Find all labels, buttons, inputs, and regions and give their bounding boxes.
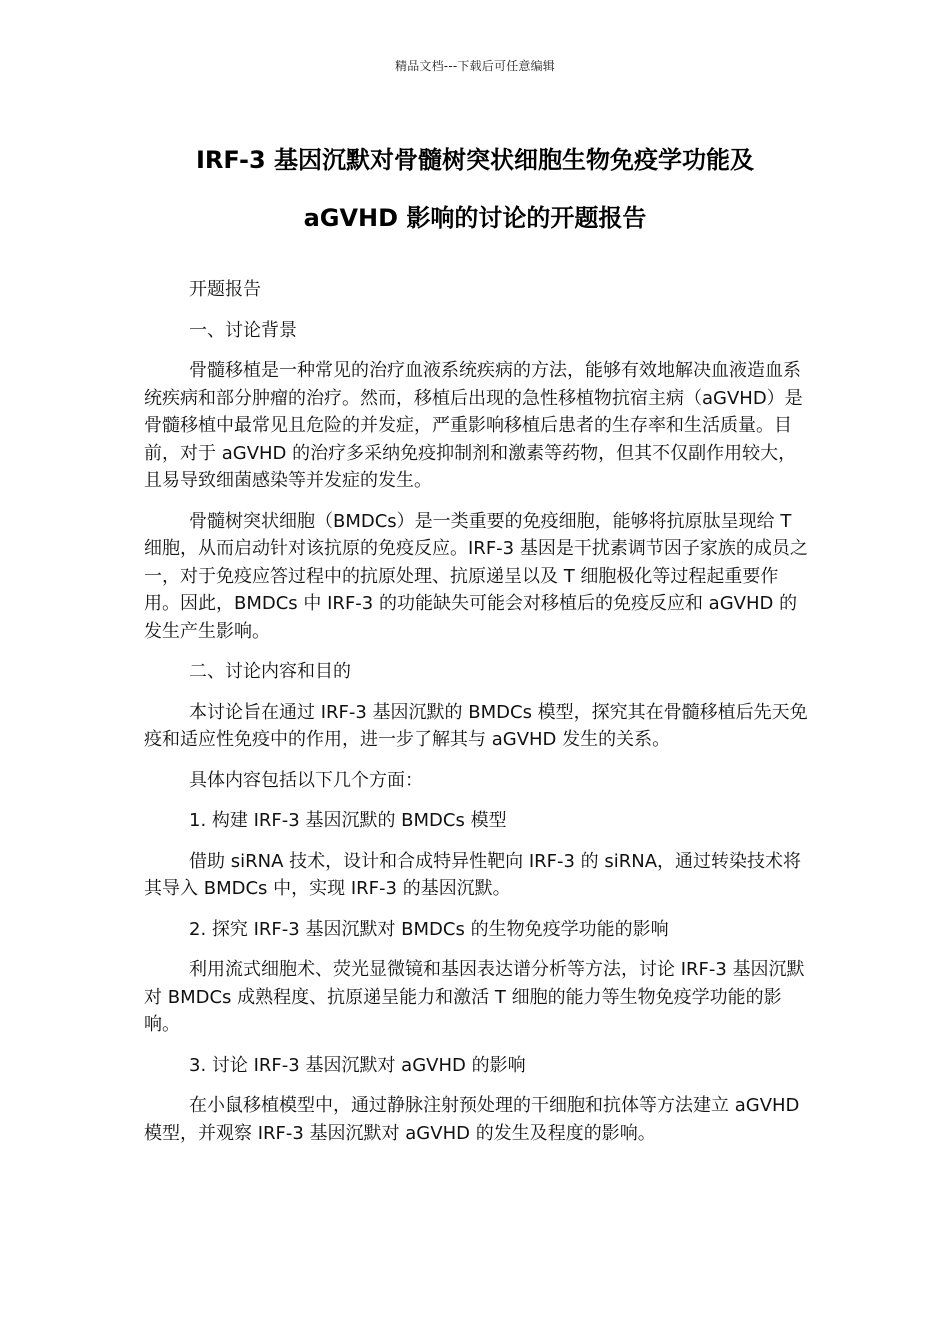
section-2-heading: 二、讨论内容和目的	[189, 661, 351, 682]
item-3-text: 在小鼠移植模型中，通过静脉注射预处理的干细胞和抗体等方法建立 aGVHD 模型，并观察 IRF-3 基因沉默对 aGVHD 的发生及程度的影响。	[144, 1095, 800, 1144]
item-1-text: 借助 siRNA 技术，设计和合成特异性靶向 IRF-3 的 siRNA，通过转染技术将其导入 BMDCs 中，实现 IRF-3 的基因沉默。	[144, 850, 802, 899]
document-title-line-1: IRF-3 基因沉默对骨髓树突状细胞生物免疫学功能及	[195, 146, 755, 174]
item-2-heading: 2. 探究 IRF-3 基因沉默对 BMDCs 的生物免疫学功能的影响	[189, 918, 669, 940]
document-body	[144, 276, 812, 1160]
item-2-text: 利用流式细胞术、荧光显微镜和基因表达谱分析等方法，讨论 IRF-3 基因沉默对 BMDCs 成熟程度、抗原递呈能力和激活 T 细胞的能力等生物免疫学功能的影响。	[144, 959, 805, 1035]
report-label: 开题报告	[189, 279, 261, 300]
document-title-line-2: aGVHD 影响的讨论的开题报告	[303, 204, 647, 232]
item-1-heading: 1. 构建 IRF-3 基因沉默的 BMDCs 模型	[189, 810, 507, 831]
section-1-heading: 一、讨论背景	[189, 319, 297, 341]
header-note: 精品文档---下载后可任意编辑	[395, 59, 555, 73]
section-2-paragraph-2: 具体内容包括以下几个方面：	[189, 769, 423, 791]
section-1-paragraph-1: 骨髓移植是一种常见的治疗血液系统疾病的方法，能够有效地解决血液造血系统疾病和部分肿瘤的治疗。然而，移植后出现的急性移植物抗宿主病（aGVHD）是骨髓移植中最常见且危险的并发症，严重影响移植后患者的生存率和生活质量。目前，对于 aGVHD 的治疗多采纳免疫抑制剂和激素等药物，但其不仅副作用较大，且易导致细菌感染等并发症的发生。	[144, 360, 803, 491]
section-1-paragraph-2: 骨髓树突状细胞（BMDCs）是一类重要的免疫细胞，能够将抗原肽呈现给 T 细胞，从而启动针对该抗原的免疫反应。IRF-3 基因是干扰素调节因子家族的成员之一，对于免疫应答过程中的抗原处理、抗原递呈以及 T 细胞极化等过程起重要作用。因此，BMDCs 中 IRF-3 的功能缺失可能会对移植后的免疫反应和 aGVHD 的发生产生影响。	[144, 510, 808, 642]
section-2-paragraph-1: 本讨论旨在通过 IRF-3 基因沉默的 BMDCs 模型，探究其在骨髓移植后先天免疫和适应性免疫中的作用，进一步了解其与 aGVHD 发生的关系。	[144, 701, 808, 750]
item-3-heading: 3. 讨论 IRF-3 基因沉默对 aGVHD 的影响	[189, 1054, 526, 1076]
